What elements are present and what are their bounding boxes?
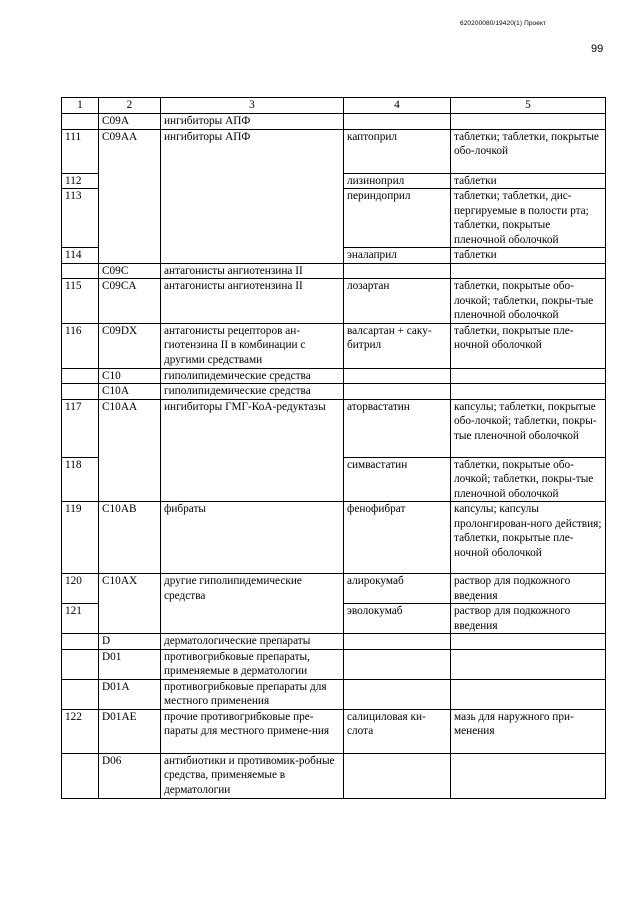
drug-name: каптоприл xyxy=(344,129,451,173)
row-number: 122 xyxy=(62,709,99,753)
drug-name: симвастатин xyxy=(344,457,451,502)
group-name: антагонисты ангиотензина II xyxy=(161,263,344,279)
drug-name: периндоприл xyxy=(344,189,451,248)
row-number xyxy=(62,114,99,130)
atc-code: C10AX xyxy=(99,574,161,604)
group-name: дерматологические препараты xyxy=(161,634,344,650)
drug-name: лизиноприл xyxy=(344,173,451,189)
table-row xyxy=(62,384,606,400)
group-name: антагонисты рецепторов ан-гиотензина II в комбинации с другими средствами xyxy=(161,323,344,368)
dosage-form: капсулы; капсулы пролонгирован-ного действия; таблетки, покрытые пле-ночной оболочкой xyxy=(451,502,606,574)
group-name: другие гиполипидемические средства xyxy=(161,574,344,604)
row-number: 118 xyxy=(62,457,99,502)
column-header: 4 xyxy=(344,98,451,114)
group-name: антагонисты ангиотензина II xyxy=(161,279,344,324)
table-row xyxy=(62,114,606,130)
column-header: 1 xyxy=(62,98,99,114)
table-row xyxy=(62,634,606,650)
group-name: ингибиторы АПФ xyxy=(161,114,344,130)
dosage-form xyxy=(451,649,606,679)
row-number: 120 xyxy=(62,574,99,604)
dosage-form: таблетки xyxy=(451,248,606,264)
atc-code: C10AB xyxy=(99,502,161,574)
group-name: гиполипидемические средства xyxy=(161,384,344,400)
row-number: 113 xyxy=(62,189,99,248)
atc-code: C09CA xyxy=(99,279,161,324)
row-number xyxy=(62,634,99,650)
dosage-form: таблетки; таблетки, покрытые обо-лочкой xyxy=(451,129,606,173)
column-header: 5 xyxy=(451,98,606,114)
atc-code: D01A xyxy=(99,679,161,709)
atc-code: C10A xyxy=(99,384,161,400)
group-name: ингибиторы ГМГ-КоА-редуктазы xyxy=(161,399,344,502)
row-number: 119 xyxy=(62,502,99,574)
group-name: фибраты xyxy=(161,502,344,574)
drug-name: эволокумаб xyxy=(344,604,451,634)
row-number xyxy=(62,753,99,798)
row-number: 112 xyxy=(62,173,99,189)
drug-name: эналаприл xyxy=(344,248,451,264)
atc-code: C10AA xyxy=(99,399,161,502)
dosage-form: таблетки; таблетки, дис-пергируемые в полости рта; таблетки, покрытые пленочной оболочкой xyxy=(451,189,606,248)
atc-code: C09C xyxy=(99,263,161,279)
table-row xyxy=(62,679,606,709)
group-name: гиполипидемические средства xyxy=(161,368,344,384)
atc-code: D01 xyxy=(99,649,161,679)
dosage-form: таблетки, покрытые пле-ночной оболочкой xyxy=(451,323,606,368)
row-number: 116 xyxy=(62,323,99,368)
atc-code: D xyxy=(99,634,161,650)
document-id: 620200080/19420(1) Проект xyxy=(460,20,547,27)
dosage-form xyxy=(451,634,606,650)
row-number: 117 xyxy=(62,399,99,457)
drug-name xyxy=(344,114,451,130)
atc-code: C09A xyxy=(99,114,161,130)
table-row xyxy=(62,263,606,279)
drug-name: салициловая ки-слота xyxy=(344,709,451,753)
group-name xyxy=(161,604,344,634)
dosage-form xyxy=(451,368,606,384)
atc-code: D06 xyxy=(99,753,161,798)
table-row xyxy=(62,574,606,604)
drug-name: валсартан + саку-битрил xyxy=(344,323,451,368)
table-row xyxy=(62,368,606,384)
drug-name: аторвастатин xyxy=(344,399,451,457)
column-header: 2 xyxy=(99,98,161,114)
drug-name xyxy=(344,368,451,384)
drug-name xyxy=(344,263,451,279)
group-name: противогрибковые препараты для местного применения xyxy=(161,679,344,709)
table-header-row xyxy=(62,98,606,114)
table-row xyxy=(62,279,606,324)
dosage-form xyxy=(451,679,606,709)
dosage-form: мазь для наружного при-менения xyxy=(451,709,606,753)
dosage-form xyxy=(451,114,606,130)
atc-code: C09AA xyxy=(99,129,161,263)
drug-name: алирокумаб xyxy=(344,574,451,604)
row-number: 121 xyxy=(62,604,99,634)
row-number xyxy=(62,649,99,679)
dosage-form: раствор для подкожного введения xyxy=(451,574,606,604)
drug-name xyxy=(344,679,451,709)
drug-name xyxy=(344,384,451,400)
atc-code: C10 xyxy=(99,368,161,384)
dosage-form: раствор для подкожного введения xyxy=(451,604,606,634)
atc-code: C09DX xyxy=(99,323,161,368)
group-name: прочие противогрибковые пре-параты для местного примене-ния xyxy=(161,709,344,753)
column-header: 3 xyxy=(161,98,344,114)
table-row xyxy=(62,709,606,753)
dosage-form xyxy=(451,753,606,798)
row-number xyxy=(62,368,99,384)
row-number xyxy=(62,263,99,279)
row-number: 114 xyxy=(62,248,99,264)
table-row xyxy=(62,399,606,457)
table-row xyxy=(62,649,606,679)
drug-name xyxy=(344,649,451,679)
medication-table xyxy=(61,97,606,799)
row-number: 115 xyxy=(62,279,99,324)
dosage-form xyxy=(451,384,606,400)
dosage-form: капсулы; таблетки, покрытые обо-лочкой; таблетки, покры-тые пленочной оболочкой xyxy=(451,399,606,457)
table-row xyxy=(62,753,606,798)
group-name: ингибиторы АПФ xyxy=(161,129,344,263)
table-row xyxy=(62,323,606,368)
atc-code xyxy=(99,604,161,634)
drug-name: фенофибрат xyxy=(344,502,451,574)
table-row xyxy=(62,129,606,173)
drug-name xyxy=(344,753,451,798)
dosage-form: таблетки, покрытые обо-лочкой; таблетки, покры-тые пленочной оболочкой xyxy=(451,279,606,324)
row-number xyxy=(62,384,99,400)
drug-name: лозартан xyxy=(344,279,451,324)
dosage-form: таблетки xyxy=(451,173,606,189)
table-row xyxy=(62,604,606,634)
group-name: антибиотики и противомик-робные средства, применяемые в дерматологии xyxy=(161,753,344,798)
page-number: 99 xyxy=(591,43,604,55)
dosage-form xyxy=(451,263,606,279)
dosage-form: таблетки, покрытые обо-лочкой; таблетки, покры-тые пленочной оболочкой xyxy=(451,457,606,502)
table-row xyxy=(62,502,606,574)
drug-name xyxy=(344,634,451,650)
group-name: противогрибковые препараты, применяемые в дерматологии xyxy=(161,649,344,679)
row-number xyxy=(62,679,99,709)
atc-code: D01AE xyxy=(99,709,161,753)
row-number: 111 xyxy=(62,129,99,173)
